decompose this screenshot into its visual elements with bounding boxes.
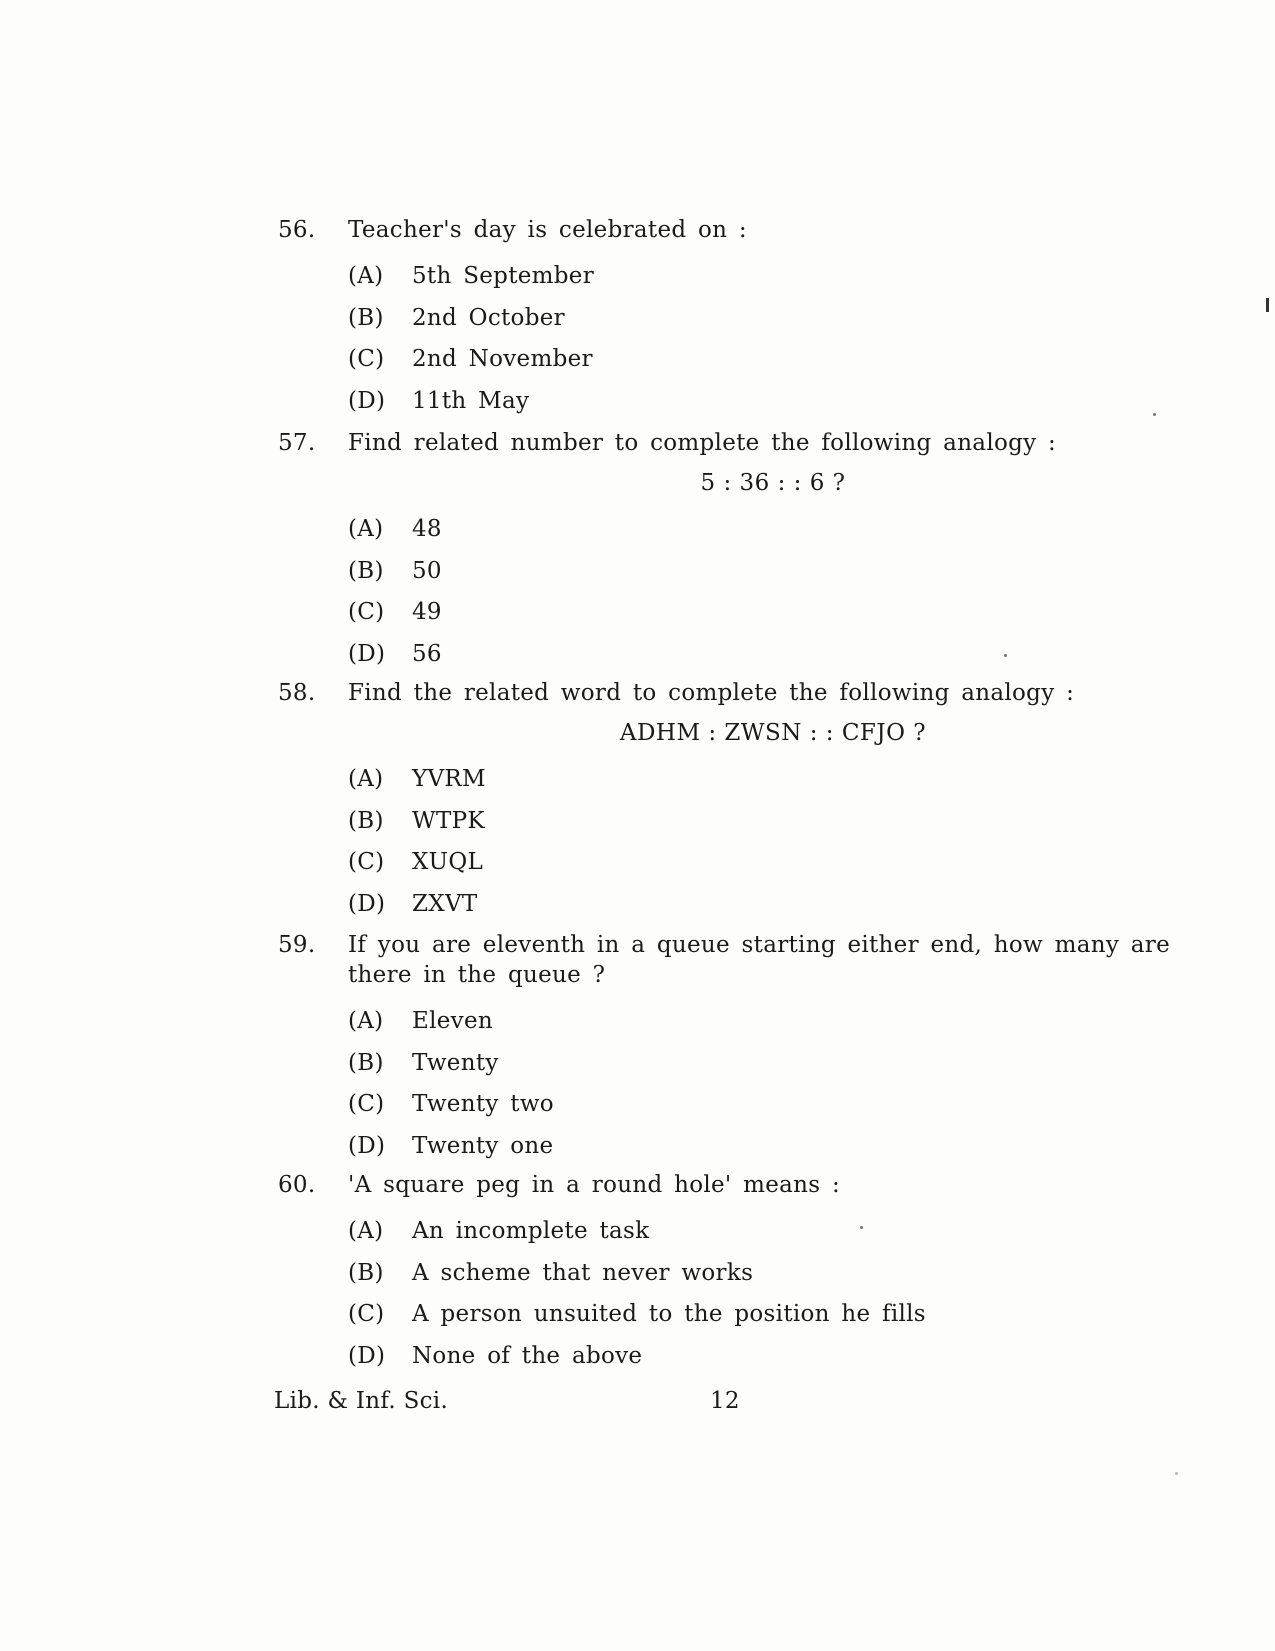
option-text: None of the above [412,1342,643,1369]
option-label: (B) [348,304,384,331]
option-b [348,1252,1198,1294]
option-text: ZXVT [412,890,478,917]
question-header [278,215,1198,245]
option-label: (B) [348,1049,384,1076]
option-c [348,591,1198,633]
option-text: 11th May [412,387,530,414]
option-text: 2nd November [412,346,593,373]
option-label: (A) [348,1217,384,1244]
option-label: (B) [348,807,384,834]
option-c [348,338,1198,380]
option-text: An incomplete task [412,1217,650,1244]
option-label: (A) [348,1007,384,1034]
scan-edge-mark [1266,298,1269,312]
option-text: Eleven [412,1007,493,1034]
option-text: A scheme that never works [412,1259,754,1286]
question-57 [278,428,1198,675]
option-text: YVRM [412,765,486,792]
question-56 [278,215,1198,422]
options-list [348,758,1198,925]
option-text: A person unsuited to the position he fills [412,1301,926,1328]
question-header [278,428,1198,458]
option-label: (A) [348,262,384,289]
question-59 [278,930,1198,1167]
option-d [348,883,1198,925]
option-b [348,550,1198,592]
question-number: 58. [278,680,316,706]
option-label: (A) [348,765,384,792]
option-a [348,1000,1198,1042]
question-text: Find the related word to complete the following analogy : [348,680,1075,706]
options-list [348,255,1198,422]
option-label: (C) [348,346,385,373]
option-text: Twenty two [412,1091,554,1118]
option-text: WTPK [412,807,485,834]
option-label: (C) [348,599,385,626]
option-b [348,1042,1198,1084]
option-label: (B) [348,1259,384,1286]
option-d [348,380,1198,422]
page-number: 12 [710,1388,740,1414]
scan-speck [860,1226,863,1229]
question-header [278,930,1198,990]
option-label: (C) [348,1091,385,1118]
option-a [348,758,1198,800]
options-list [348,1210,1198,1377]
option-label: (D) [348,387,386,414]
option-a [348,255,1198,297]
question-text: If you are eleventh in a queue starting either end, how many are there in the queue ? [348,932,1170,988]
option-d [348,1125,1198,1167]
question-60 [278,1170,1198,1377]
option-b [348,297,1198,339]
option-c [348,841,1198,883]
question-number: 59. [278,932,316,958]
option-label: (C) [348,1301,385,1328]
scan-speck [1004,654,1007,657]
option-d [348,633,1198,675]
option-text: 50 [412,557,442,584]
options-list [348,1000,1198,1167]
question-text: Find related number to complete the following analogy : [348,430,1057,456]
option-label: (A) [348,515,384,542]
option-text: Twenty one [412,1132,554,1159]
analogy-expression: 5 : 36 : : 6 ? [700,470,846,496]
question-number: 57. [278,430,316,456]
option-label: (C) [348,849,385,876]
question-text: Teacher's day is celebrated on : [348,217,747,243]
subject-label: Lib. & Inf. Sci. [274,1388,449,1414]
question-text: 'A square peg in a round hole' means : [348,1172,841,1198]
question-number: 60. [278,1172,316,1198]
option-text: 2nd October [412,304,565,331]
option-text: 5th September [412,262,594,289]
option-c [348,1293,1198,1335]
options-list [348,508,1198,675]
option-label: (D) [348,1132,386,1159]
question-number: 56. [278,217,316,243]
option-text: 56 [412,640,442,667]
option-text: Twenty [412,1049,499,1076]
option-a [348,1210,1198,1252]
option-text: 48 [412,515,442,542]
scan-speck [1153,413,1156,416]
option-c [348,1083,1198,1125]
option-label: (D) [348,1342,386,1369]
question-header [278,678,1198,708]
option-label: (D) [348,640,386,667]
option-b [348,800,1198,842]
option-label: (B) [348,557,384,584]
question-header [278,1170,1198,1200]
option-label: (D) [348,890,386,917]
analogy-expression: ADHM : ZWSN : : CFJO ? [619,720,927,746]
scan-speck [1175,1472,1178,1475]
question-58 [278,678,1198,925]
option-text: 49 [412,599,442,626]
option-d [348,1335,1198,1377]
option-text: XUQL [412,849,484,876]
option-a [348,508,1198,550]
